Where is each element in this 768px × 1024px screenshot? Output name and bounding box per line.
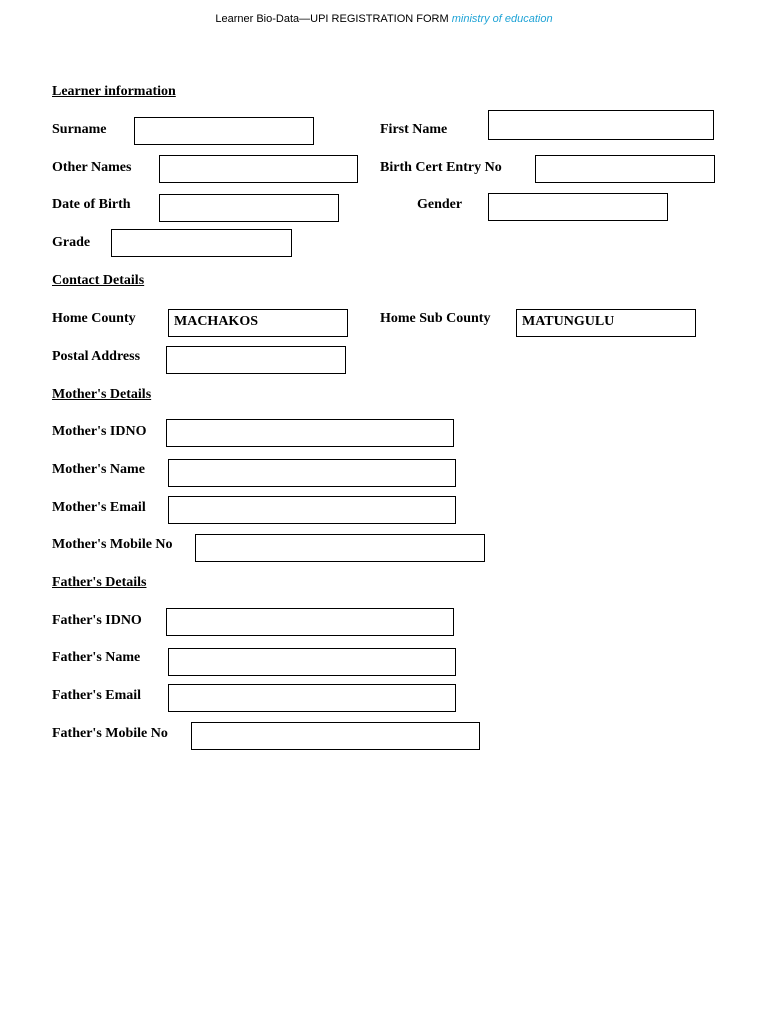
father-name-field[interactable] xyxy=(168,648,456,676)
page-header xyxy=(0,13,768,25)
home-county-label: Home County xyxy=(52,311,136,326)
mother-idno-label: Mother's IDNO xyxy=(52,424,147,439)
other-names-label: Other Names xyxy=(52,160,132,175)
dob-label: Date of Birth xyxy=(52,197,131,212)
father-email-field[interactable] xyxy=(168,684,456,712)
surname-label: Surname xyxy=(52,122,107,137)
mother-email-field[interactable] xyxy=(168,496,456,524)
mother-name-label: Mother's Name xyxy=(52,462,145,477)
father-idno-label: Father's IDNO xyxy=(52,613,142,628)
other-names-field[interactable] xyxy=(159,155,358,183)
postal-address-field[interactable] xyxy=(166,346,346,374)
father-mobile-label: Father's Mobile No xyxy=(52,726,168,741)
home-county-field[interactable]: MACHAKOS xyxy=(168,309,348,337)
father-idno-field[interactable] xyxy=(166,608,454,636)
mother-mobile-label: Mother's Mobile No xyxy=(52,537,173,552)
father-mobile-field[interactable] xyxy=(191,722,480,750)
postal-address-label: Postal Address xyxy=(52,349,141,364)
mother-email-label: Mother's Email xyxy=(52,500,146,515)
mother-name-field[interactable] xyxy=(168,459,456,487)
grade-label: Grade xyxy=(52,235,91,250)
fathers-details-heading: Father's Details xyxy=(52,575,147,590)
home-sub-county-label: Home Sub County xyxy=(380,311,491,326)
ministry-brand: ministry of education xyxy=(451,13,553,25)
contact-details-heading: Contact Details xyxy=(52,273,145,288)
dob-field[interactable] xyxy=(159,194,339,222)
mother-idno-field[interactable] xyxy=(166,419,454,447)
birth-cert-field[interactable] xyxy=(535,155,715,183)
grade-field[interactable] xyxy=(111,229,292,257)
learner-info-heading: Learner information xyxy=(52,84,176,99)
father-email-label: Father's Email xyxy=(52,688,142,703)
first-name-label: First Name xyxy=(380,122,448,137)
surname-field[interactable] xyxy=(134,117,314,145)
mothers-details-heading: Mother's Details xyxy=(52,387,152,402)
gender-label: Gender xyxy=(417,197,463,212)
home-sub-county-field[interactable]: MATUNGULU xyxy=(516,309,696,337)
birth-cert-label: Birth Cert Entry No xyxy=(380,160,502,175)
gender-field[interactable] xyxy=(488,193,668,221)
father-name-label: Father's Name xyxy=(52,650,141,665)
first-name-field[interactable] xyxy=(488,110,714,140)
mother-mobile-field[interactable] xyxy=(195,534,485,562)
form-title: Learner Bio-Data—UPI REGISTRATION FORM xyxy=(215,13,449,25)
